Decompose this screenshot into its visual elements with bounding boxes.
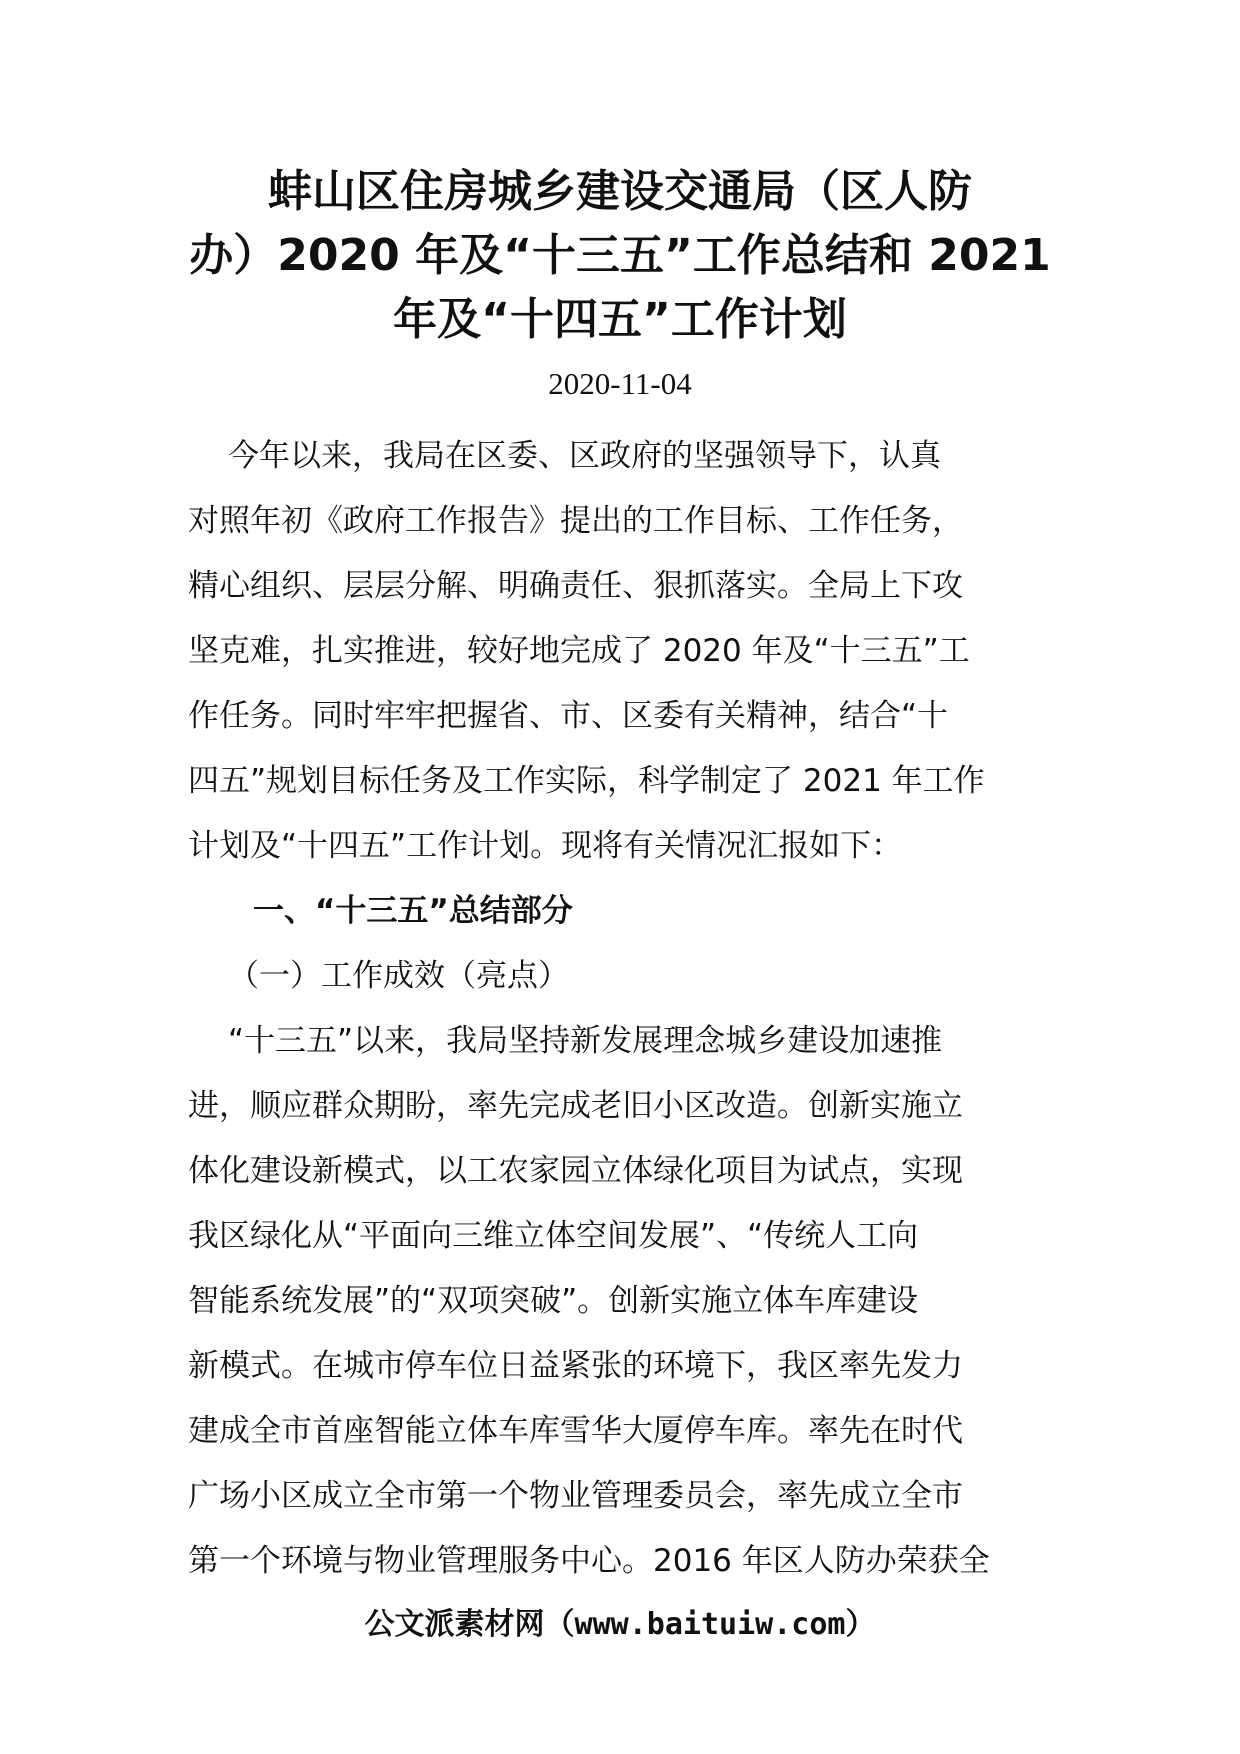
body-line: 智能系统发展”的“双项突破”。创新实施立体车库建设 [188, 1283, 919, 1319]
body-line: 对照年初《政府工作报告》提出的工作目标、工作任务， [188, 503, 963, 539]
body-line: 建成全市首座智能立体车库雪华大厦停车库。率先在时代 [188, 1413, 963, 1449]
document-date: 2020-11-04 [548, 366, 692, 401]
body-line: “十三五”以来，我局坚持新发展理念城乡建设加速推 [228, 1023, 943, 1059]
title-line-2: 办）2020 年及“十三五”工作总结和 2021 [189, 230, 1051, 281]
body-line: 坚克难，扎实推进，较好地完成了 2020 年及“十三五”工 [188, 633, 970, 669]
footer-url: （www.baituiw.com） [544, 1607, 876, 1642]
document-body [188, 424, 1068, 1594]
title-line-1: 蚌山区住房城乡建设交通局（区人防 [268, 166, 972, 217]
body-line: 我区绿化从“平面向三维立体空间发展”、“传统人工向 [188, 1218, 919, 1254]
body-line: 体化建设新模式，以工农家园立体绿化项目为试点，实现 [188, 1153, 963, 1189]
section-heading: 一、“十三五”总结部分 [253, 893, 573, 929]
title-line-3: 年及“十四五”工作计划 [393, 294, 847, 345]
footer-watermark [160, 1605, 1080, 1645]
subsection-heading: （一）工作成效（亮点） [228, 958, 569, 994]
body-line: 今年以来，我局在区委、区政府的坚强领导下，认真 [228, 438, 941, 474]
document-title [160, 160, 1080, 352]
body-line: 精心组织、层层分解、明确责任、狠抓落实。全局上下攻 [188, 568, 963, 604]
footer-site-name: 公文派素材网 [364, 1607, 545, 1642]
body-line: 作任务。同时牢牢把握省、市、区委有关精神，结合“十 [188, 698, 949, 734]
body-line: 计划及“十四五”工作计划。现将有关情况汇报如下： [188, 828, 903, 864]
body-line: 四五”规划目标任务及工作实际，科学制定了 2021 年工作 [188, 763, 985, 799]
body-line: 广场小区成立全市第一个物业管理委员会，率先成立全市 [188, 1478, 963, 1514]
body-line: 第一个环境与物业管理服务中心。2016 年区人防办荣获全 [188, 1543, 990, 1579]
body-line: 新模式。在城市停车位日益紧张的环境下，我区率先发力 [188, 1348, 963, 1384]
body-line: 进，顺应群众期盼，率先完成老旧小区改造。创新实施立 [188, 1088, 963, 1124]
